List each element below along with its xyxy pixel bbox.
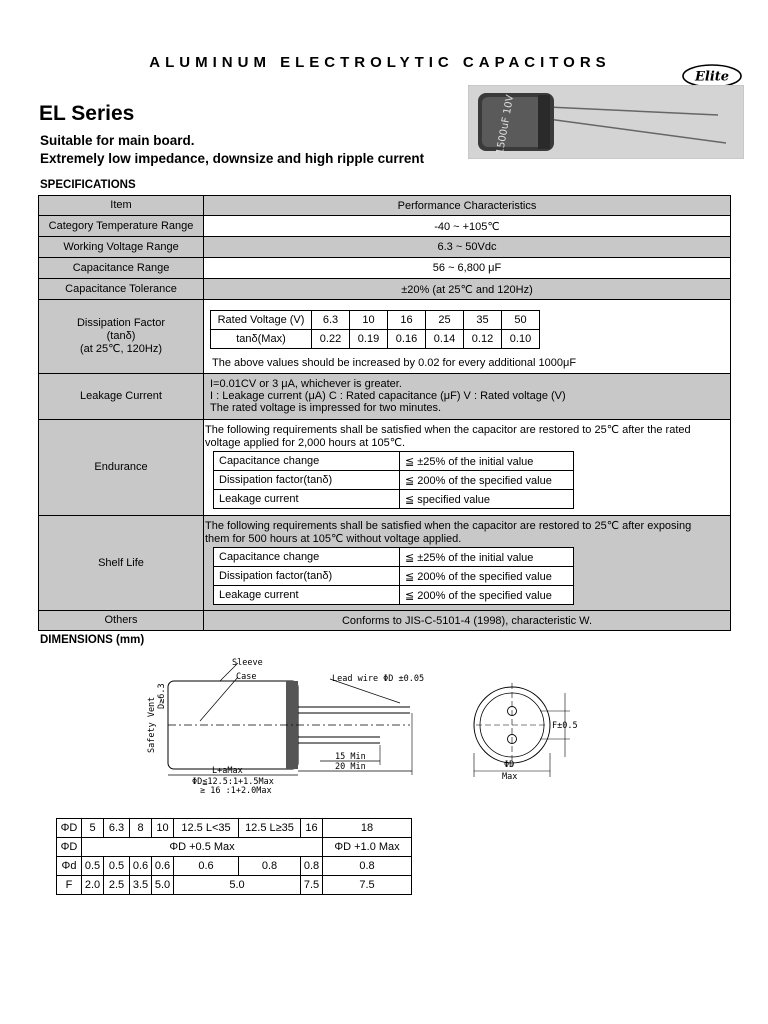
dim-cell: 16 bbox=[301, 819, 323, 838]
dim-cell: ΦD +1.0 Max bbox=[323, 838, 412, 857]
capacitance-value: 56 ~ 6,800 μF bbox=[204, 258, 730, 278]
performance-column-header: Performance Characteristics bbox=[204, 196, 730, 215]
others-label: Others bbox=[39, 611, 204, 630]
others-value: Conforms to JIS-C-5101-4 (1998), characteristic W. bbox=[204, 611, 730, 630]
tand-cell: 0.22 bbox=[312, 330, 350, 349]
dim-cell: 0.6 bbox=[174, 857, 239, 876]
tand-label: tanδ(Max) bbox=[211, 330, 312, 349]
shelf-item: Dissipation factor(tanδ) bbox=[214, 567, 400, 586]
voltage-cell: 25 bbox=[426, 311, 464, 330]
spec-row-temperature bbox=[39, 216, 730, 237]
endurance-row bbox=[214, 471, 574, 490]
svg-text:Elite: Elite bbox=[694, 69, 730, 85]
dim-cell: 2.5 bbox=[104, 876, 130, 895]
dissipation-label-line2: (tanδ) bbox=[106, 330, 136, 342]
tand-cell: 0.16 bbox=[388, 330, 426, 349]
phi-d-label: ΦD bbox=[504, 760, 515, 770]
dim-cell: ΦD bbox=[57, 838, 82, 857]
leakage-legend: I : Leakage current (μA) C : Rated capacitance (μF) V : Rated voltage (V) bbox=[210, 390, 566, 402]
spec-row-endurance bbox=[39, 420, 730, 516]
lead-wire-label: Lead wire ΦD ±0.05 bbox=[332, 674, 425, 684]
dim-cell: 12.5 L≥35 bbox=[239, 819, 301, 838]
leakage-label: Leakage Current bbox=[39, 374, 204, 419]
dimensions-table bbox=[56, 818, 412, 895]
dim-cell: 10 bbox=[152, 819, 174, 838]
tand-row bbox=[211, 330, 540, 349]
endurance-content bbox=[204, 420, 730, 515]
endurance-table bbox=[213, 451, 574, 509]
shelf-text-line1: The following requirements shall be satisfied when the capacitor are restored to 25℃ after exposing bbox=[205, 520, 692, 532]
shelf-life-table bbox=[213, 547, 574, 605]
spec-row-voltage bbox=[39, 237, 730, 258]
shelf-value: ≦ ±25% of the initial value bbox=[400, 548, 574, 567]
tolerance-label: Capacitance Tolerance bbox=[39, 279, 204, 299]
leakage-formula: I=0.01CV or 3 μA, whichever is greater. bbox=[210, 378, 402, 390]
shelf-row bbox=[214, 567, 574, 586]
dim-cell: 5.0 bbox=[152, 876, 174, 895]
phi-d-tolerance-row bbox=[57, 838, 412, 857]
dim-cell: 7.5 bbox=[301, 876, 323, 895]
temperature-label: Category Temperature Range bbox=[39, 216, 204, 236]
sleeve-label: Sleeve bbox=[232, 658, 263, 668]
series-name: EL Series bbox=[39, 102, 135, 125]
svg-text:1500uF 10V: 1500uF 10V bbox=[494, 93, 517, 156]
shelf-item: Capacitance change bbox=[214, 548, 400, 567]
dim-cell: 12.5 L<35 bbox=[174, 819, 239, 838]
shelf-item: Leakage current bbox=[214, 586, 400, 605]
endurance-row bbox=[214, 452, 574, 471]
rated-voltage-row bbox=[211, 311, 540, 330]
tolerance-value: ±20% (at 25℃ and 120Hz) bbox=[204, 279, 730, 299]
dim-cell: 0.8 bbox=[239, 857, 301, 876]
dimension-drawing bbox=[140, 653, 600, 793]
voltage-cell: 16 bbox=[388, 311, 426, 330]
dissipation-label-line3: (at 25℃, 120Hz) bbox=[79, 343, 163, 355]
shelf-value: ≦ 200% of the specified value bbox=[400, 586, 574, 605]
vent-size-label: D≥6.3 bbox=[157, 683, 167, 709]
capacitor-photo bbox=[468, 85, 744, 159]
f-tolerance-label: F±0.5 bbox=[552, 721, 578, 731]
tand-cell: 0.14 bbox=[426, 330, 464, 349]
dim-cell: 0.8 bbox=[301, 857, 323, 876]
lead-spacing-row bbox=[57, 876, 412, 895]
voltage-cell: 50 bbox=[502, 311, 540, 330]
dim-cell: ΦD bbox=[57, 819, 82, 838]
endurance-label: Endurance bbox=[39, 420, 204, 515]
temperature-value: -40 ~ +105℃ bbox=[204, 216, 730, 236]
dim-cell: 0.8 bbox=[323, 857, 412, 876]
voltage-cell: 6.3 bbox=[312, 311, 350, 330]
dim-cell: 0.5 bbox=[82, 857, 104, 876]
endurance-row bbox=[214, 490, 574, 509]
endurance-value: ≦ 200% of the specified value bbox=[400, 471, 574, 490]
dimensions-heading: DIMENSIONS (mm) bbox=[40, 634, 145, 646]
l-a-max-label: L+aMax bbox=[212, 766, 243, 776]
endurance-item: Dissipation factor(tanδ) bbox=[214, 471, 400, 490]
shelf-life-content bbox=[204, 516, 730, 610]
max-label: Max bbox=[502, 772, 518, 782]
dissipation-label-line1: Dissipation Factor bbox=[76, 317, 166, 329]
spec-row-leakage bbox=[39, 374, 730, 420]
dissipation-factor-table bbox=[210, 310, 540, 349]
rated-voltage-label: Rated Voltage (V) bbox=[211, 311, 312, 330]
endurance-value: ≦ specified value bbox=[400, 490, 574, 509]
voltage-cell: 10 bbox=[350, 311, 388, 330]
endurance-item: Capacitance change bbox=[214, 452, 400, 471]
spec-header-row bbox=[39, 196, 730, 216]
tand-cell: 0.12 bbox=[464, 330, 502, 349]
leakage-condition: The rated voltage is impressed for two minutes. bbox=[210, 402, 442, 414]
specifications-table bbox=[38, 195, 731, 631]
min-15-label: 15 Min bbox=[335, 752, 366, 762]
shelf-row bbox=[214, 548, 574, 567]
min-20-label: 20 Min bbox=[335, 762, 366, 772]
case-label: Case bbox=[236, 672, 257, 682]
dim-cell: ΦD +0.5 Max bbox=[82, 838, 323, 857]
dim-cell: Φd bbox=[57, 857, 82, 876]
dim-cell: 0.5 bbox=[104, 857, 130, 876]
document-title: ALUMINUM ELECTROLYTIC CAPACITORS bbox=[149, 54, 611, 71]
safety-vent-label: Safety Vent bbox=[147, 696, 157, 753]
spec-row-dissipation bbox=[39, 300, 730, 374]
dissipation-content bbox=[204, 300, 730, 373]
dim-cell: 6.3 bbox=[104, 819, 130, 838]
voltage-value: 6.3 ~ 50Vdc bbox=[204, 237, 730, 257]
tand-cell: 0.10 bbox=[502, 330, 540, 349]
endurance-text-line2: voltage applied for 2,000 hours at 105℃. bbox=[205, 437, 406, 449]
dim-cell: 2.0 bbox=[82, 876, 104, 895]
item-column-header: Item bbox=[39, 196, 204, 215]
dim-cell: F bbox=[57, 876, 82, 895]
spec-row-tolerance bbox=[39, 279, 730, 300]
voltage-label: Working Voltage Range bbox=[39, 237, 204, 257]
capacitance-label: Capacitance Range bbox=[39, 258, 204, 278]
dim-cell: 5 bbox=[82, 819, 104, 838]
dim-cell: 7.5 bbox=[323, 876, 412, 895]
specifications-heading: SPECIFICATIONS bbox=[40, 179, 136, 191]
tand-cell: 0.19 bbox=[350, 330, 388, 349]
shelf-value: ≦ 200% of the specified value bbox=[400, 567, 574, 586]
dim-cell: 8 bbox=[130, 819, 152, 838]
shelf-text-line2: them for 500 hours at 105℃ without voltage applied. bbox=[205, 533, 462, 545]
dim-cell: 3.5 bbox=[130, 876, 152, 895]
dissipation-label bbox=[39, 300, 204, 373]
spec-row-others bbox=[39, 611, 730, 630]
dim-cell: 0.6 bbox=[152, 857, 174, 876]
shelf-life-label: Shelf Life bbox=[39, 516, 204, 610]
feature-line-1: Suitable for main board. bbox=[40, 133, 195, 148]
lead-diameter-row bbox=[57, 857, 412, 876]
spec-row-shelf-life bbox=[39, 516, 730, 611]
dim-cell: 5.0 bbox=[174, 876, 301, 895]
phi-d-header-row bbox=[57, 819, 412, 838]
dim-cell: 18 bbox=[323, 819, 412, 838]
length-note-2: ≧ 16 :1+2.0Max bbox=[200, 786, 272, 793]
endurance-text-line1: The following requirements shall be satisfied when the capacitor are restored to 25℃ after the rated bbox=[205, 424, 691, 436]
dissipation-note: The above values should be increased by 0.02 for every additional 1000μF bbox=[212, 357, 577, 369]
length-note-1: ΦD≦12.5:1+1.5Max bbox=[192, 777, 274, 787]
dim-cell: 0.6 bbox=[130, 857, 152, 876]
leakage-content bbox=[204, 374, 730, 419]
spec-row-capacitance bbox=[39, 258, 730, 279]
voltage-cell: 35 bbox=[464, 311, 502, 330]
endurance-value: ≦ ±25% of the initial value bbox=[400, 452, 574, 471]
feature-line-2: Extremely low impedance, downsize and high ripple current bbox=[40, 151, 425, 166]
endurance-item: Leakage current bbox=[214, 490, 400, 509]
shelf-row bbox=[214, 586, 574, 605]
